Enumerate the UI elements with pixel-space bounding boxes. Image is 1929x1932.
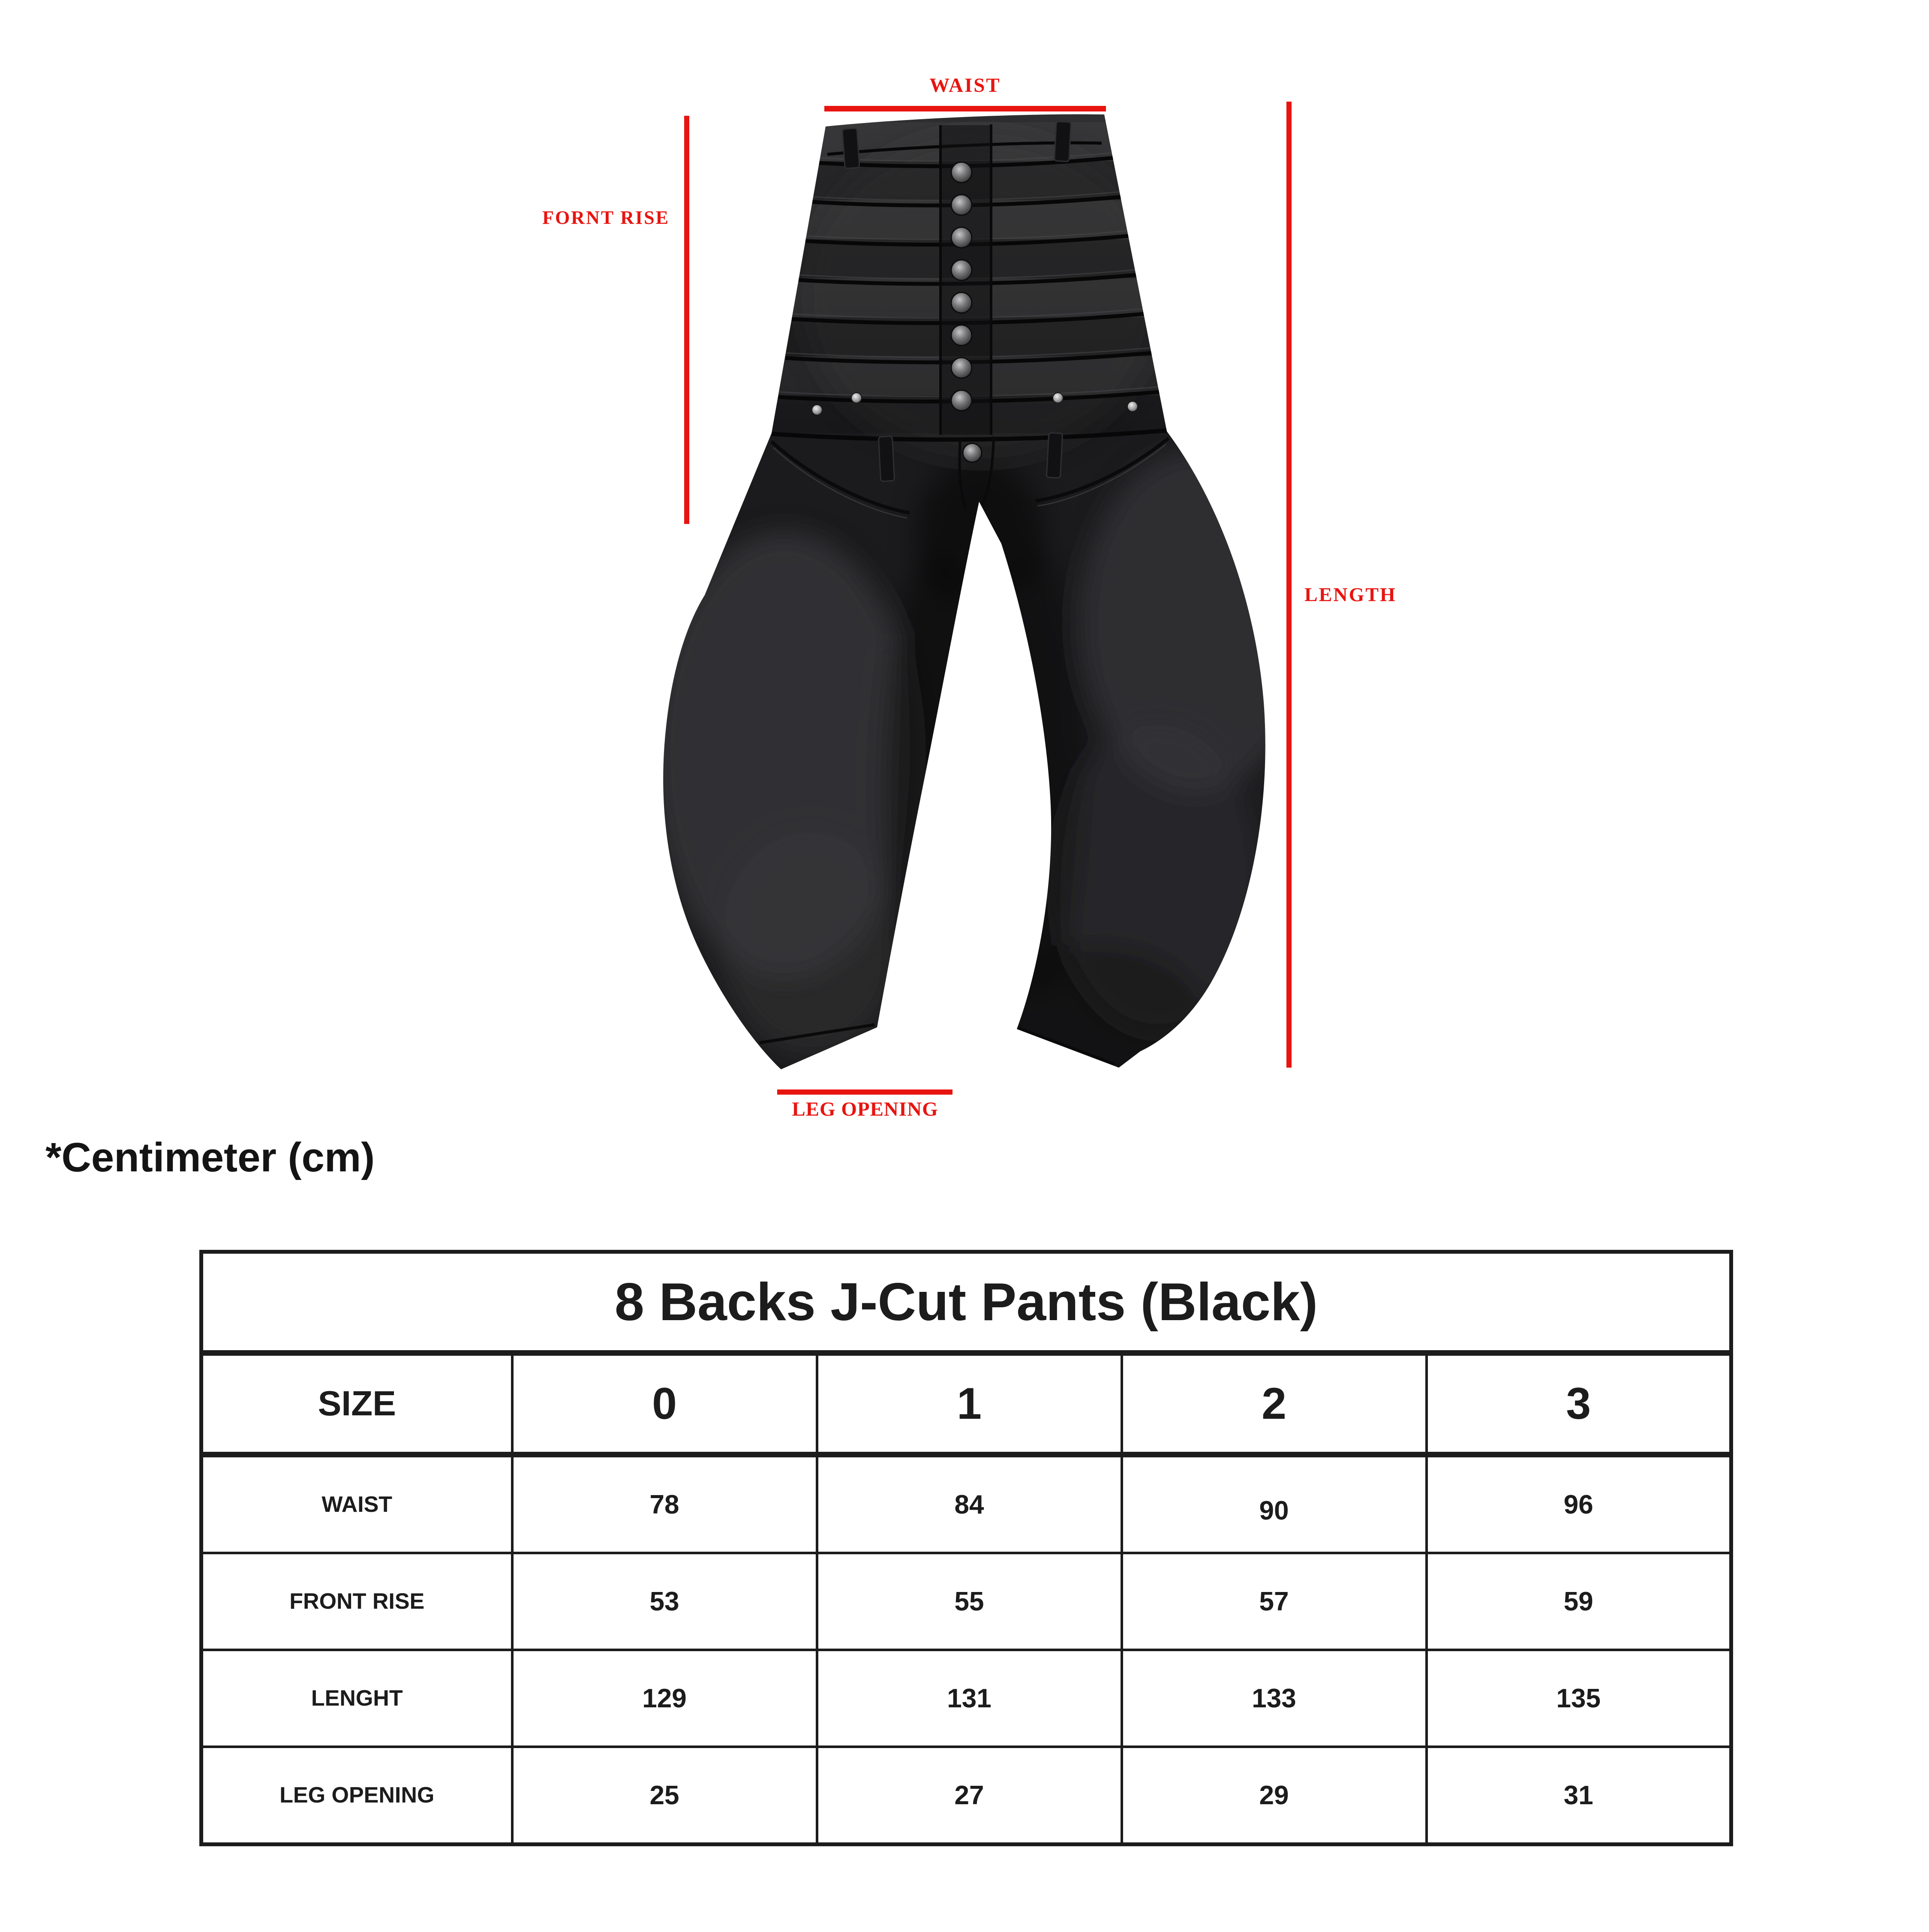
front-rise-measure-line xyxy=(684,116,689,524)
unit-note: *Centimeter (cm) xyxy=(45,1135,375,1180)
cell-value: 27 xyxy=(817,1747,1122,1845)
cell-value: 131 xyxy=(817,1650,1122,1747)
cell-value-text: 90 xyxy=(1259,1496,1289,1526)
header-size: SIZE xyxy=(201,1353,512,1455)
row-label: FRONT RISE xyxy=(201,1553,512,1650)
cell-value: 55 xyxy=(817,1553,1122,1650)
table-title: 8 Backs J-Cut Pants (Black) xyxy=(201,1252,1731,1353)
row-label: LEG OPENING xyxy=(201,1747,512,1845)
cell-value: 78 xyxy=(512,1455,817,1553)
cell-value: 129 xyxy=(512,1650,817,1747)
leg-opening-measure-line xyxy=(777,1089,952,1095)
cell-value: 53 xyxy=(512,1553,817,1650)
table-title-row xyxy=(201,1252,1731,1353)
row-label: WAIST xyxy=(201,1455,512,1553)
size-chart xyxy=(199,1250,1730,1846)
header-size-2: 2 xyxy=(1122,1353,1427,1455)
table-row-front-rise xyxy=(201,1553,1731,1650)
header-size-1: 1 xyxy=(817,1353,1122,1455)
table-row-leg-opening xyxy=(201,1747,1731,1845)
table-row-waist xyxy=(201,1455,1731,1553)
header-size-0: 0 xyxy=(512,1353,817,1455)
pants-silhouette xyxy=(622,77,1350,1128)
cell-value: 25 xyxy=(512,1747,817,1845)
cell-value: 96 xyxy=(1427,1455,1731,1553)
cell-value: 57 xyxy=(1122,1553,1427,1650)
cell-value: 135 xyxy=(1427,1650,1731,1747)
table-header-row xyxy=(201,1353,1731,1455)
cell-value: 31 xyxy=(1427,1747,1731,1845)
cell-value xyxy=(1122,1455,1427,1553)
waist-measure-label: WAIST xyxy=(929,74,1001,96)
cell-value: 59 xyxy=(1427,1553,1731,1650)
size-chart-table xyxy=(199,1250,1733,1846)
cell-value: 133 xyxy=(1122,1650,1427,1747)
length-measure-label: LENGTH xyxy=(1304,584,1397,605)
leg-opening-measure-label: LEG OPENING xyxy=(792,1098,938,1120)
length-measure-line xyxy=(1286,102,1292,1068)
table-row-lenght xyxy=(201,1650,1731,1747)
front-rise-measure-label: FORNT RISE xyxy=(542,207,670,228)
cell-value: 84 xyxy=(817,1455,1122,1553)
pants-product-image xyxy=(622,77,1350,1128)
cell-value: 29 xyxy=(1122,1747,1427,1845)
header-size-3: 3 xyxy=(1427,1353,1731,1455)
waist-measure-line xyxy=(824,106,1106,111)
row-label: LENGHT xyxy=(201,1650,512,1747)
